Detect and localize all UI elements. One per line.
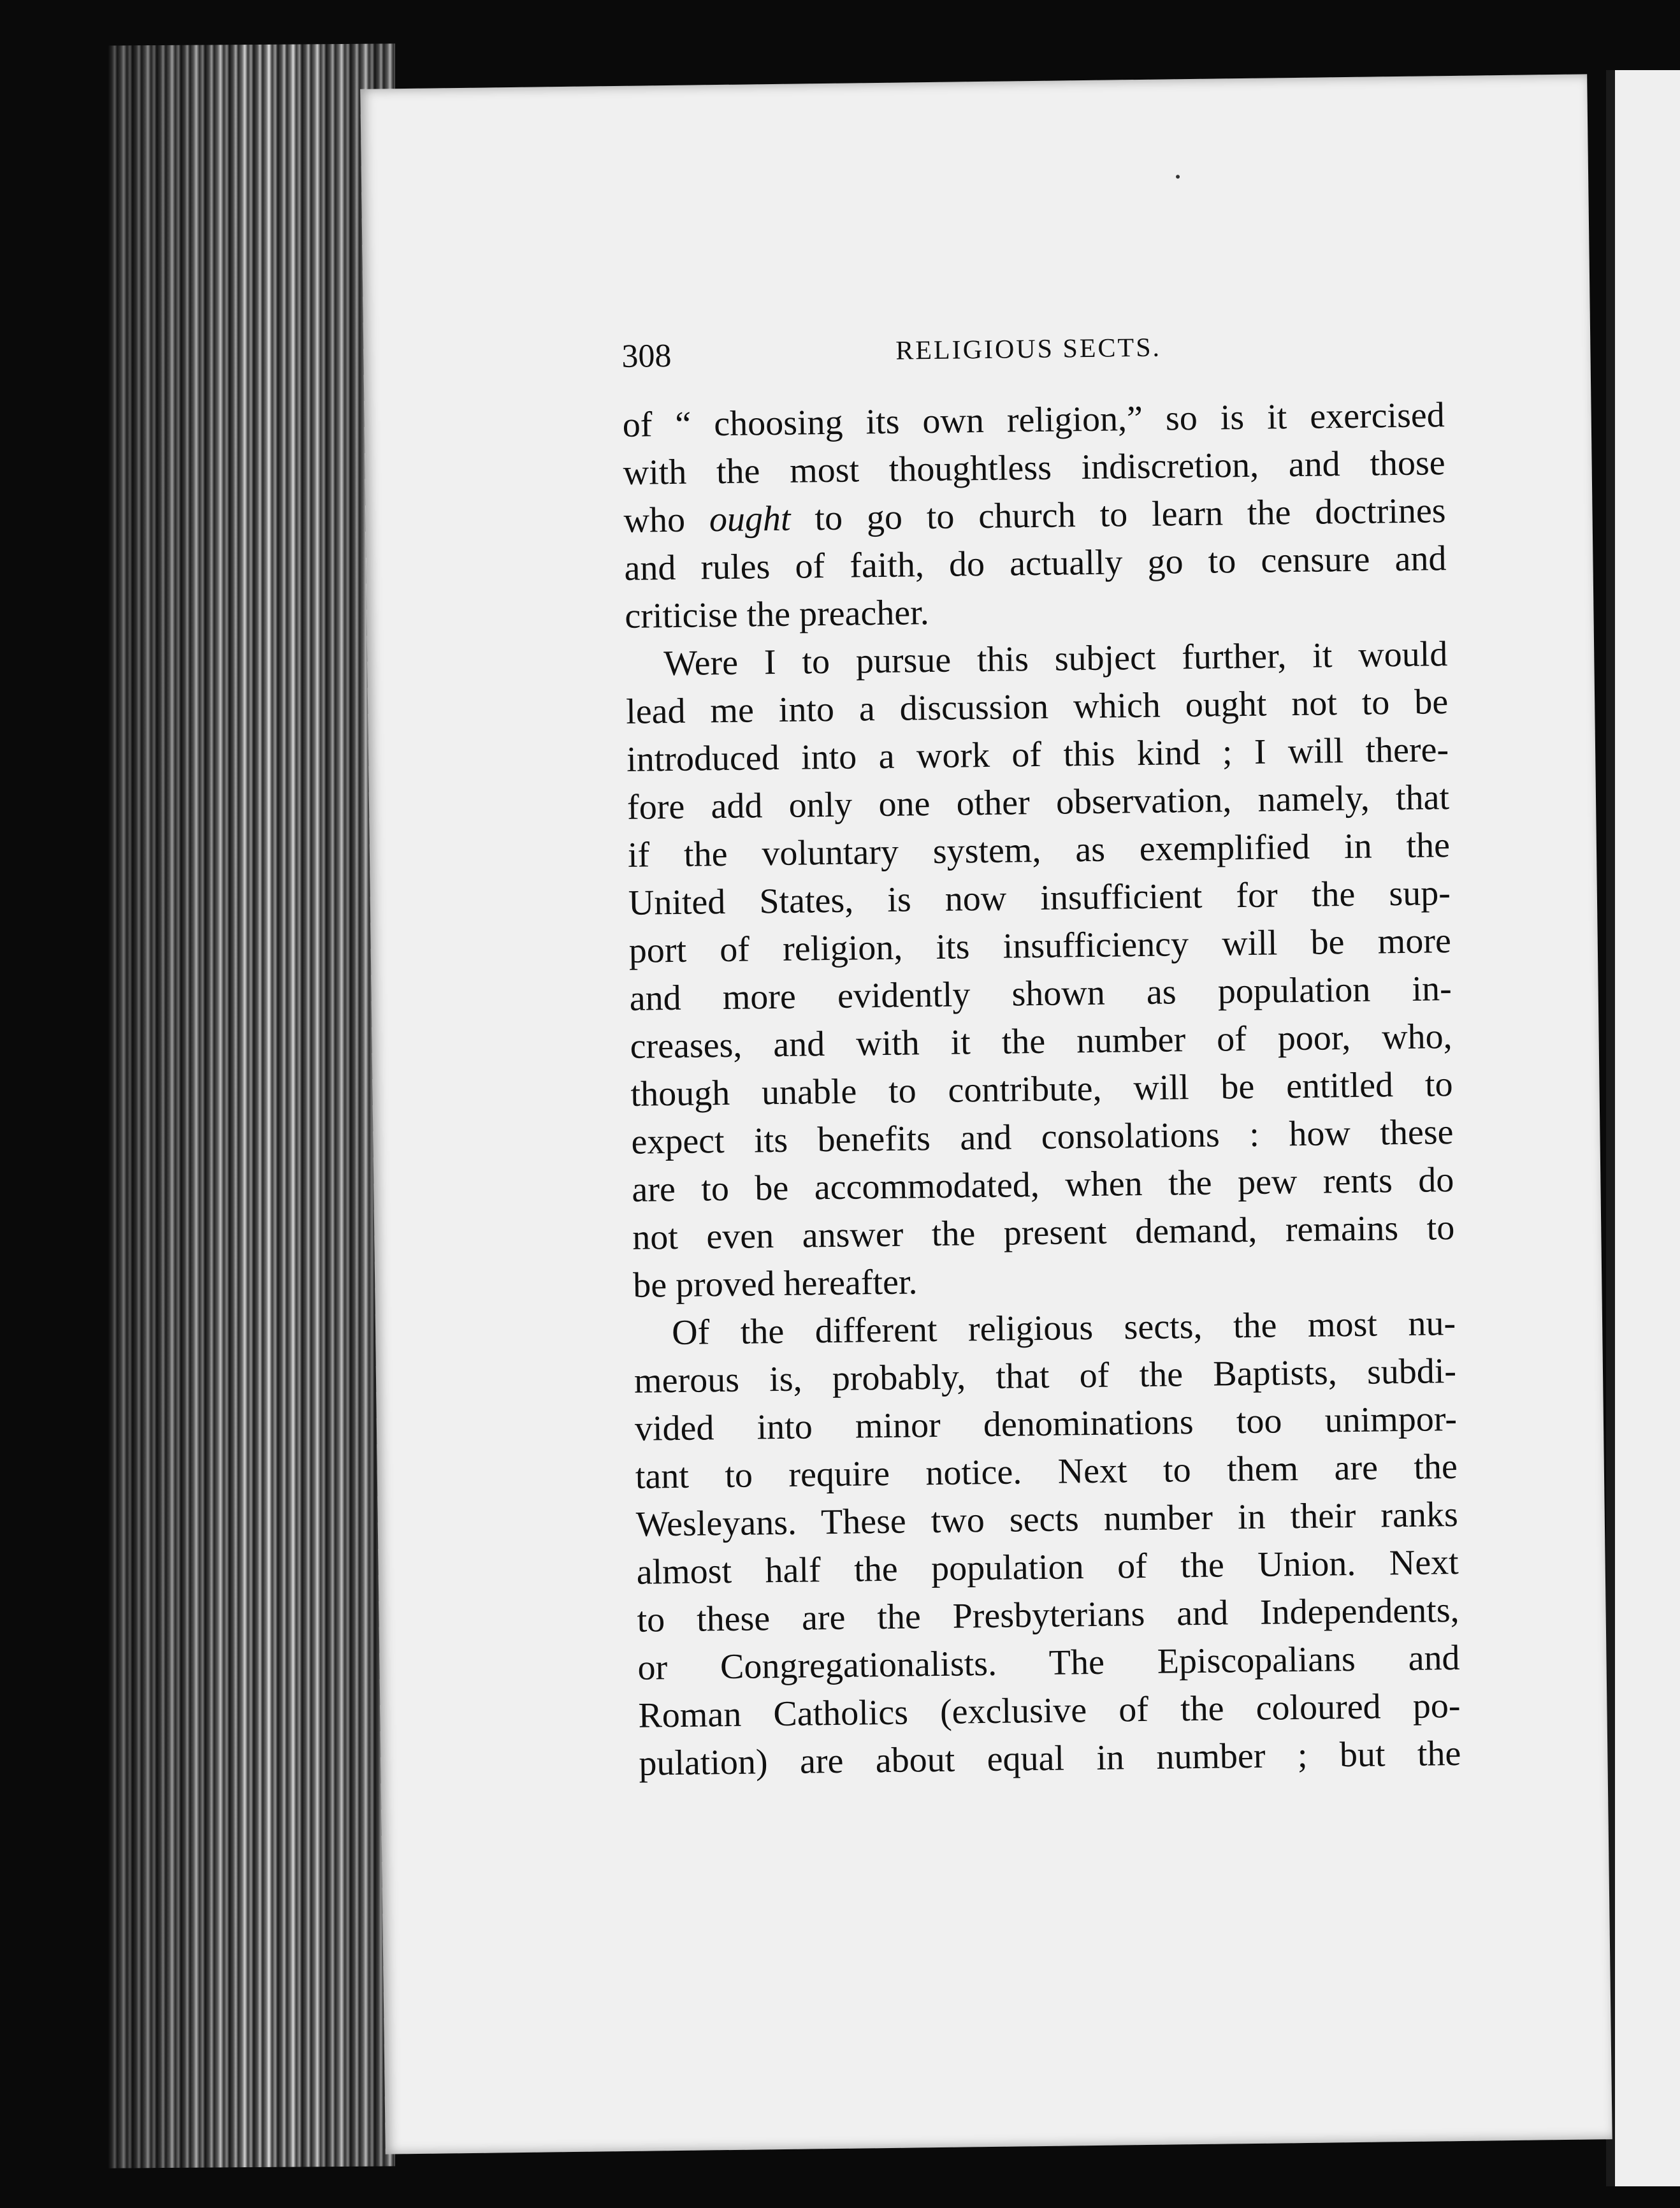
text-line: introduced into a work of this kind ; I will there- xyxy=(626,730,1449,780)
facing-page-edge xyxy=(1606,70,1680,2186)
text-line: of “ choosing its own religion,” so is it exercised xyxy=(622,395,1445,445)
text-line: vided into minor denominations too unimpor- xyxy=(634,1399,1458,1449)
text-line: be proved hereafter. xyxy=(632,1262,918,1305)
page-header xyxy=(621,327,1514,375)
text-line: expect its benefits and consolations : how these xyxy=(631,1112,1454,1162)
text-line: Were I to pursue this subject further, it would xyxy=(663,634,1448,684)
text-line: though unable to contribute, will be entitled to xyxy=(630,1064,1453,1114)
text-line: fore add only one other observation, namely, that xyxy=(626,778,1450,827)
running-head: RELIGIOUS SECTS. xyxy=(895,333,1162,366)
text-line: creases, and with it the number of poor, who, xyxy=(630,1017,1452,1066)
text-line: lead me into a discussion which ought not to be xyxy=(625,682,1449,732)
text-line: pulation) are about equal in number ; but the xyxy=(639,1733,1461,1783)
text-line: with the most thoughtless indiscretion, and those xyxy=(623,443,1445,493)
text-fragment: who xyxy=(623,500,686,541)
text-line: Wesleyans. These two sects number in their ranks xyxy=(635,1495,1459,1544)
text-line: to these are the Presbyterians and Independents, xyxy=(637,1590,1459,1640)
italic-word: ought xyxy=(709,498,791,540)
body-text xyxy=(622,391,1461,1788)
text-line: if the voluntary system, as exemplified in the xyxy=(627,825,1451,875)
book-page-edges xyxy=(108,43,395,2168)
text-line: Roman Catholics (exclusive of the coloured po- xyxy=(638,1685,1461,1736)
text-line: port of religion, its insufficiency will be more xyxy=(628,921,1452,971)
text-line: and more evidently shown as population in- xyxy=(629,969,1452,1019)
text-line: merous is, probably, that of the Baptists, subdi- xyxy=(634,1351,1457,1401)
text-line: criticise the preacher. xyxy=(625,593,930,636)
text-line: or Congregationalists. The Episcopalians and xyxy=(637,1638,1460,1688)
speck xyxy=(1176,175,1180,178)
text-fragment: to go to church to learn the doctrines xyxy=(815,491,1446,539)
text-line: are to be accommodated, when the pew rents do xyxy=(632,1160,1454,1210)
page-number: 308 xyxy=(621,337,672,375)
text-line: and rules of faith, do actually go to censure and xyxy=(624,539,1447,588)
text-line: tant to require notice. Next to them are the xyxy=(635,1447,1458,1497)
text-line: United States, is now insufficient for the sup- xyxy=(628,873,1451,923)
text-line: Of the different religious sects, the most nu- xyxy=(671,1304,1456,1353)
text-line: almost half the population of the Union. Next xyxy=(636,1543,1459,1592)
book-page xyxy=(360,74,1612,2154)
text-line: not even answer the present demand, remains to xyxy=(632,1208,1455,1258)
